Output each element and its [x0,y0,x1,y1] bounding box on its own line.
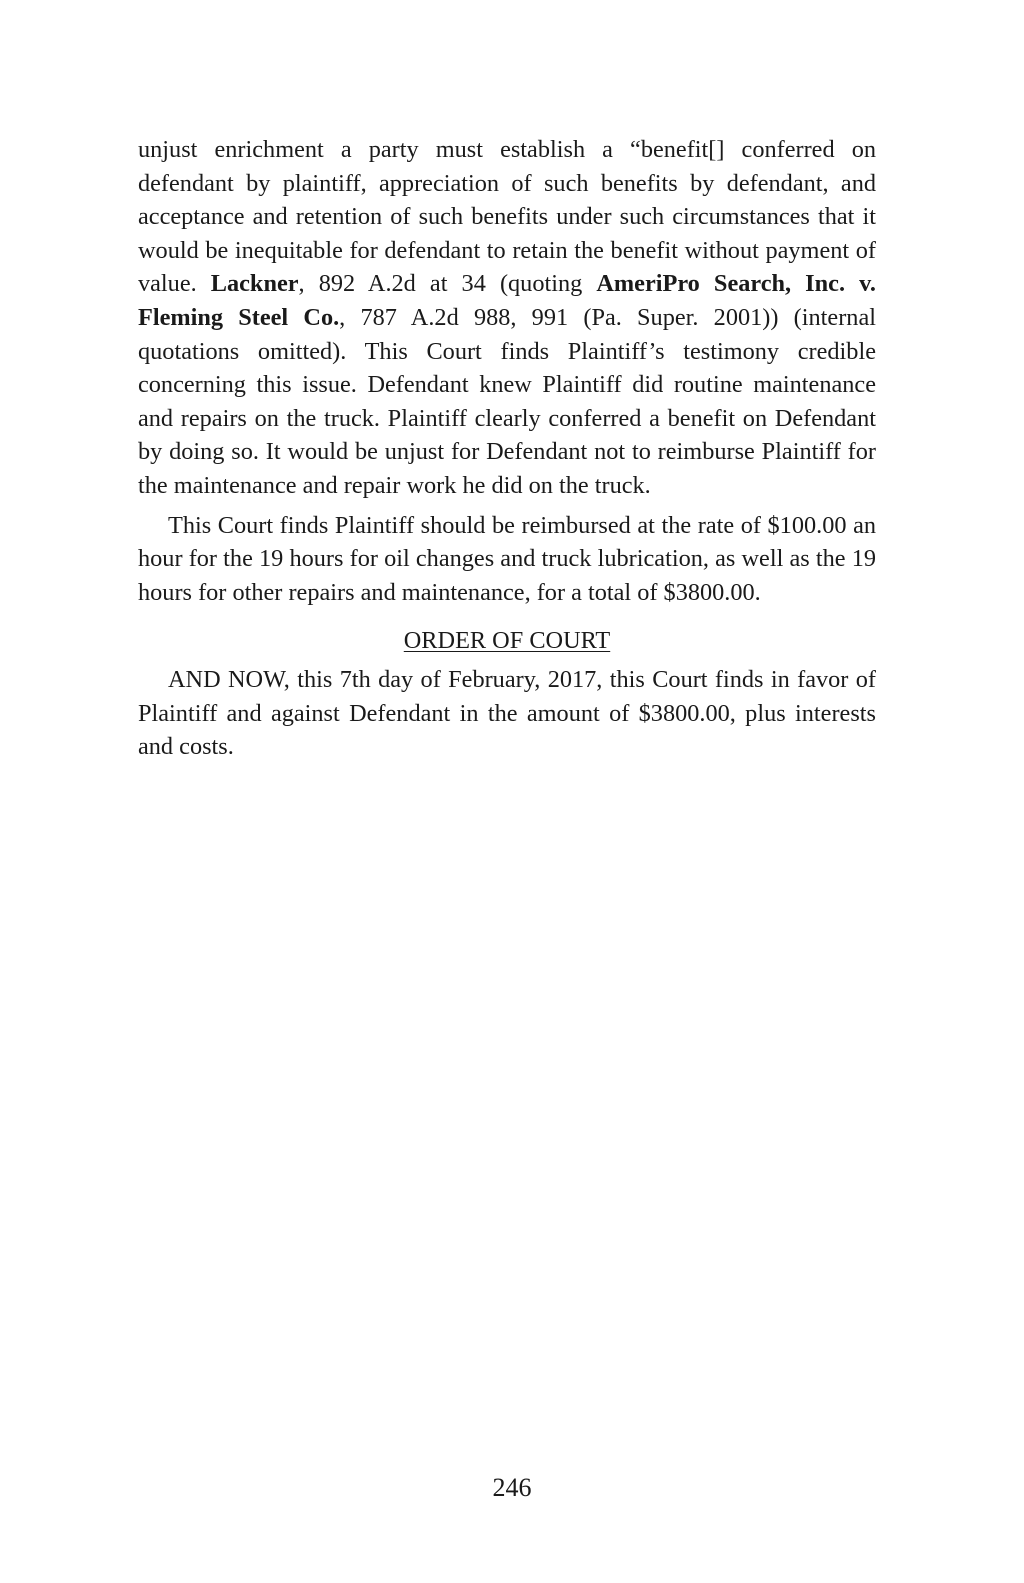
case-citation-lackner: Lackner [210,270,299,298]
page-number: 246 [492,1473,532,1502]
paragraph-unjust-enrichment [138,133,876,503]
paragraph-1-text-3: , 787 A.2d 988, 991 (Pa. Super. 2001)) (internal quotations omitted). This Court finds Plaintiff’s testimony credible concerning this issue. Defendant knew Plaintiff did routine maintenance and repairs on the truck. Plaintiff clearly conferred a benefit on Defendant by doing so. It would be unjust for Defendant not to reimburse Plaintiff for the maintenance and repair work he did on the truck. [138,303,876,499]
order-heading: ORDER OF COURT [403,627,611,655]
order-paragraph: AND NOW, this 7th day of February, 2017, this Court finds in favor of Plaintiff and against Defendant in the amount of $3800.00, plus interests and costs. [138,665,876,761]
paragraph-reimbursement: This Court finds Plaintiff should be reimbursed at the rate of $100.00 an hour for the 19 hours for oil changes and truck lubrication, as well as the 19 hours for other repairs and maintenance, for a total of $3800.00. [138,511,876,606]
case-citation-ameripro: AmeriPro Search, Inc. v. Fleming Steel Co. [138,270,876,331]
page-body [138,133,876,764]
paragraph-1-text-2: , 892 A.2d at 34 (quoting [298,270,597,298]
paragraph-1-text-1: unjust enrichment a party must establish a “benefit[] conferred on defendant by plaintiff, appreciation of such benefits by defendant, and acceptance and retention of such benefits under such circumstances that it would be inequitable for defendant to retain the benefit without payment of value. [138,136,876,298]
